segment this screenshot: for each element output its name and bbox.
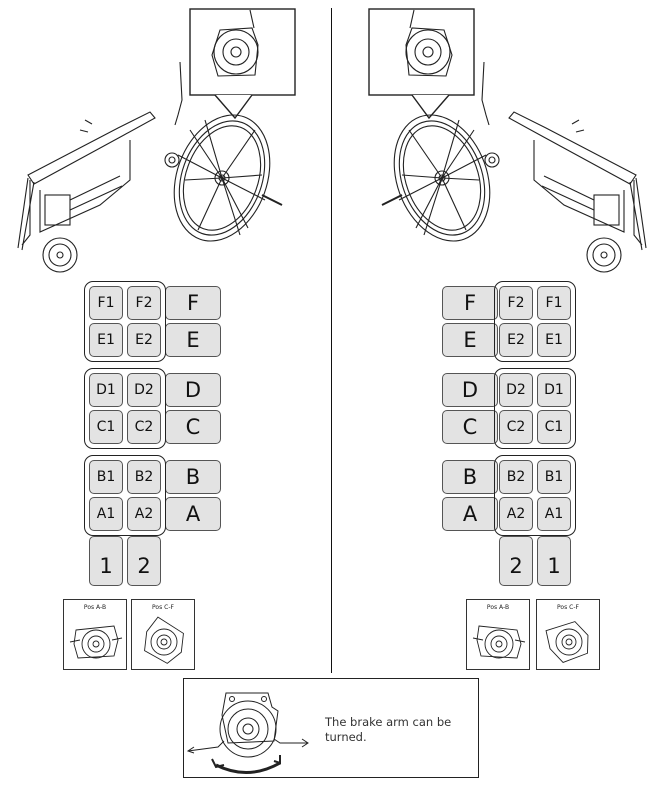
right-pos-cf-thumbnail (536, 599, 600, 670)
wheelchair-assembly-right-illustration (333, 0, 664, 280)
brake-arm-rotation-icon (188, 681, 318, 777)
left-pos-ab-label: Pos A-B (83, 604, 107, 611)
left-key-e1: E1 (89, 323, 123, 357)
left-key-a: A (165, 497, 221, 531)
left-key-a2: A2 (127, 497, 161, 531)
right-key-d2: D2 (499, 373, 533, 407)
left-key-b: B (165, 460, 221, 494)
wheelchair-assembly-left-illustration (0, 0, 331, 280)
right-group-ab (494, 455, 576, 536)
right-pos-ab-thumbnail (466, 599, 530, 670)
left-key-d1: D1 (89, 373, 123, 407)
brake-hub-icon (64, 600, 128, 671)
right-key-b: B (442, 460, 498, 494)
right-key-b2: B2 (499, 460, 533, 494)
left-key-c: C (165, 410, 221, 444)
right-key-e: E (442, 323, 498, 357)
right-key-c2: C2 (499, 410, 533, 444)
right-key-d1: D1 (537, 373, 571, 407)
left-group-ab (84, 455, 166, 536)
left-group-ef (84, 281, 166, 362)
right-key-c1: C1 (537, 410, 571, 444)
left-column-key-1: 1 (89, 536, 123, 586)
left-key-b2: B2 (127, 460, 161, 494)
right-key-e1: E1 (537, 323, 571, 357)
left-key-b1: B1 (89, 460, 123, 494)
left-pos-cf-label: Pos C-F (152, 604, 174, 611)
left-column-key-2: 2 (127, 536, 161, 586)
right-key-a2: A2 (499, 497, 533, 531)
right-group-ef (494, 281, 576, 362)
brake-hub-icon (467, 600, 531, 671)
right-key-d: D (442, 373, 498, 407)
left-key-c1: C1 (89, 410, 123, 444)
right-key-a1: A1 (537, 497, 571, 531)
left-group-cd (84, 368, 166, 449)
left-key-f2: F2 (127, 286, 161, 320)
brake-hub-icon (132, 600, 196, 671)
brake-arm-note-text: The brake arm can be turned. (325, 715, 452, 744)
left-key-e2: E2 (127, 323, 161, 357)
left-pos-cf-thumbnail (131, 599, 195, 670)
right-column-key-2: 2 (499, 536, 533, 586)
right-key-b1: B1 (537, 460, 571, 494)
right-key-f2: F2 (499, 286, 533, 320)
left-key-d2: D2 (127, 373, 161, 407)
left-key-a1: A1 (89, 497, 123, 531)
left-key-d: D (165, 373, 221, 407)
right-pos-cf-label: Pos C-F (557, 604, 579, 611)
right-group-cd (494, 368, 576, 449)
right-pos-ab-label: Pos A-B (486, 604, 510, 611)
right-key-e2: E2 (499, 323, 533, 357)
brake-arm-note-box (183, 678, 479, 778)
left-key-f1: F1 (89, 286, 123, 320)
left-key-c2: C2 (127, 410, 161, 444)
right-key-c: C (442, 410, 498, 444)
right-key-a: A (442, 497, 498, 531)
right-key-f: F (442, 286, 498, 320)
brake-hub-icon (537, 600, 601, 671)
left-key-f: F (165, 286, 221, 320)
left-key-e: E (165, 323, 221, 357)
right-key-f1: F1 (537, 286, 571, 320)
center-divider (331, 8, 332, 673)
left-pos-ab-thumbnail (63, 599, 127, 670)
right-column-key-1: 1 (537, 536, 571, 586)
